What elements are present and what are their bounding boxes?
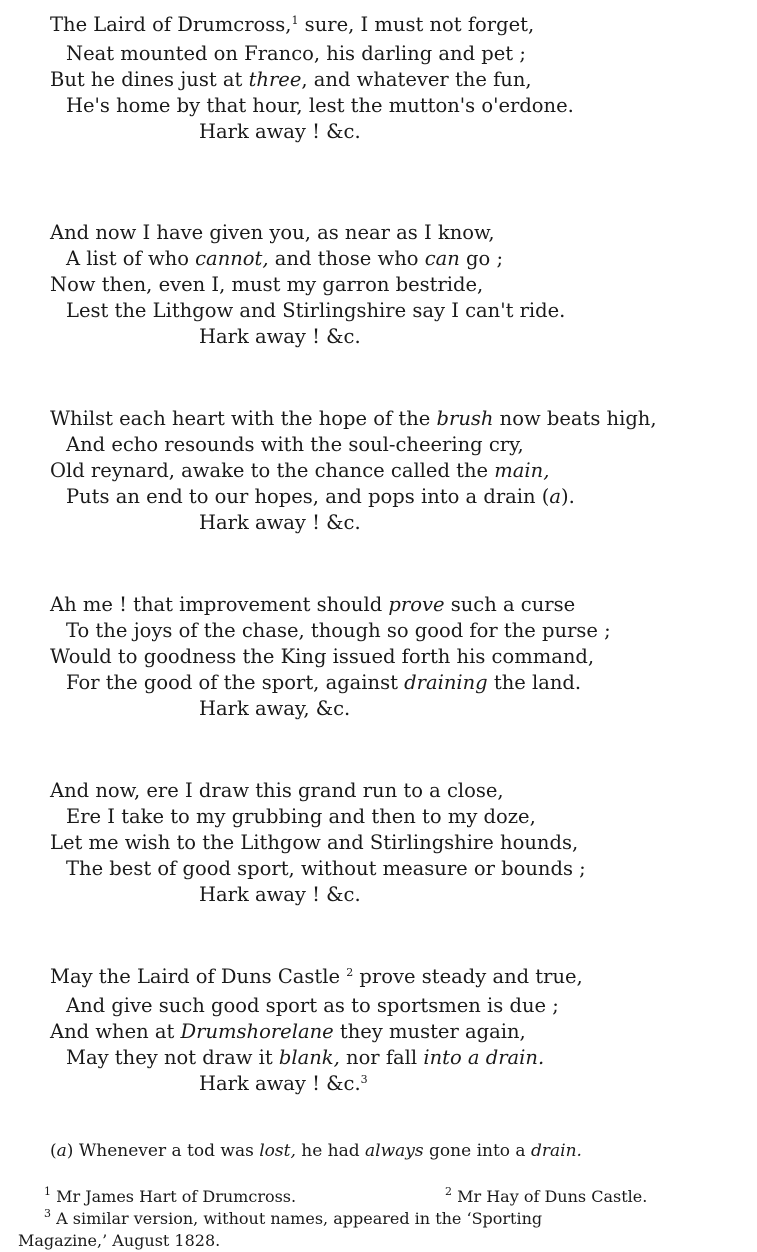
verse-line-text: prove steady and true,	[353, 965, 583, 988]
verse-line-text: And echo resounds with the soul-cheering cry,	[66, 433, 524, 456]
refrain-line	[50, 119, 750, 145]
verse-line	[50, 856, 750, 882]
editorial-note-a	[50, 1140, 582, 1162]
stanza-1	[50, 12, 750, 145]
note-text: drain.	[530, 1141, 582, 1161]
footnote-3-continuation-text: Magazine,’ August 1828.	[18, 1231, 221, 1250]
refrain-text: Hark away ! &c.	[199, 325, 361, 348]
refrain-text: Hark away ! &c.	[199, 1072, 361, 1095]
verse-line-text: sure, I must not forget,	[298, 13, 535, 36]
note-text: gone into a	[423, 1141, 531, 1161]
verse-line-text: draining	[404, 671, 488, 694]
verse-line-text: May the Laird of Duns Castle	[50, 965, 347, 988]
verse-line-text: blank,	[278, 1046, 340, 1069]
verse-line-text: And now, ere I draw this grand run to a close,	[50, 779, 504, 802]
refrain-line	[50, 1071, 750, 1100]
verse-line	[50, 272, 750, 298]
footnote-3-number: 3	[44, 1207, 51, 1220]
verse-line-text: Drumshorelane	[180, 1020, 334, 1043]
refrain-text: Hark away ! &c.	[199, 120, 361, 143]
verse-line-text: The Laird of Drumcross,	[50, 13, 292, 36]
verse-line-text: main,	[494, 459, 550, 482]
footnote-3-text: A similar version, without names, appeared in the ‘Sporting	[56, 1209, 543, 1228]
verse-line-text: To the joys of the chase, though so good for the purse ;	[66, 619, 611, 642]
verse-line-text: three	[248, 68, 302, 91]
verse-line	[50, 484, 750, 510]
note-text: (	[50, 1141, 57, 1161]
verse-line-text: May they not draw it	[66, 1046, 279, 1069]
verse-line-text: The best of good sport, without measure or bounds ;	[66, 857, 586, 880]
verse-line-text: a	[549, 485, 562, 508]
verse-line	[50, 41, 750, 67]
stanza-5	[50, 778, 750, 908]
verse-line	[50, 67, 750, 93]
note-text: he had	[295, 1141, 366, 1161]
stanza-6	[50, 964, 750, 1100]
footnote-3	[44, 1208, 542, 1232]
verse-line-text: And now I have given you, as near as I know,	[50, 221, 495, 244]
verse-line	[50, 298, 750, 324]
verse-line-text: and those who	[268, 247, 425, 270]
refrain-text: Hark away, &c.	[199, 697, 351, 720]
verse-line	[50, 644, 750, 670]
footnote-1-text: Mr James Hart of Drumcross.	[56, 1187, 297, 1206]
verse-line-footnote-ref: 2	[346, 966, 354, 979]
verse-line	[50, 246, 750, 272]
refrain-text: Hark away ! &c.	[199, 883, 361, 906]
verse-line	[50, 778, 750, 804]
verse-line	[50, 830, 750, 856]
verse-line-text: ).	[561, 485, 575, 508]
verse-line-text: Let me wish to the Lithgow and Stirlingshire hounds,	[50, 831, 579, 854]
verse-line-text: And give such good sport as to sportsmen is due ;	[66, 994, 559, 1017]
verse-line-text: into a drain.	[423, 1046, 545, 1069]
verse-line	[50, 1019, 750, 1045]
verse-line-text: Puts an end to our hopes, and pops into a drain (	[66, 485, 550, 508]
verse-line-text: they muster again,	[333, 1020, 526, 1043]
verse-line	[50, 220, 750, 246]
verse-line-text: For the good of the sport, against	[66, 671, 405, 694]
verse-line-text: go ;	[459, 247, 504, 270]
verse-line-text: But he dines just at	[50, 68, 249, 91]
verse-line-text: nor fall	[339, 1046, 424, 1069]
verse-line-text: Ere I take to my grubbing and then to my doze,	[66, 805, 536, 828]
refrain-line	[50, 510, 750, 536]
verse-line	[50, 458, 750, 484]
stanza-2	[50, 220, 750, 350]
verse-line-text: A list of who	[66, 247, 196, 270]
footnote-1-number: 1	[44, 1185, 51, 1198]
footnote-3-continuation	[18, 1230, 220, 1252]
refrain-line	[50, 324, 750, 350]
footnote-2	[445, 1186, 647, 1210]
verse-line-text: Whilst each heart with the hope of the	[50, 407, 437, 430]
refrain-line	[50, 882, 750, 908]
verse-line	[50, 592, 750, 618]
footnote-2-text: Mr Hay of Duns Castle.	[457, 1187, 648, 1206]
refrain-footnote-ref: 3	[360, 1073, 368, 1086]
verse-line	[50, 670, 750, 696]
verse-line-text: Ah me ! that improvement should	[50, 593, 389, 616]
verse-line	[50, 1045, 750, 1071]
verse-line	[50, 804, 750, 830]
verse-line-text: Would to goodness the King issued forth his command,	[50, 645, 595, 668]
verse-line	[50, 93, 750, 119]
verse-line-text: cannot,	[195, 247, 269, 270]
verse-line-text: Lest the Lithgow and Stirlingshire say I can't ride.	[66, 299, 566, 322]
note-text: a	[56, 1141, 67, 1161]
footnote-2-number: 2	[445, 1185, 452, 1198]
refrain-line	[50, 696, 750, 722]
verse-line-text: And when at	[50, 1020, 181, 1043]
verse-line-text: Old reynard, awake to the chance called the	[50, 459, 495, 482]
verse-line	[50, 993, 750, 1019]
note-text: ) Whenever a tod was	[66, 1141, 260, 1161]
verse-line	[50, 432, 750, 458]
stanza-3	[50, 406, 750, 536]
verse-line	[50, 964, 750, 993]
verse-line-text: the land.	[487, 671, 582, 694]
footnote-1	[44, 1186, 296, 1210]
verse-line-text: brush	[436, 407, 494, 430]
verse-line-text: such a curse	[444, 593, 576, 616]
verse-line-text: , and whatever the fun,	[301, 68, 532, 91]
verse-line-text: He's home by that hour, lest the mutton's o'erdone.	[66, 94, 574, 117]
note-text: always	[365, 1141, 424, 1161]
verse-line	[50, 12, 750, 41]
stanza-4	[50, 592, 750, 722]
verse-line-footnote-ref: 1	[291, 14, 299, 27]
verse-line	[50, 406, 750, 432]
verse-line	[50, 618, 750, 644]
verse-line-text: can	[424, 247, 460, 270]
verse-line-text: Now then, even I, must my garron bestride,	[50, 273, 484, 296]
verse-line-text: prove	[388, 593, 445, 616]
note-text: lost,	[259, 1141, 296, 1161]
refrain-text: Hark away ! &c.	[199, 511, 361, 534]
verse-line-text: now beats high,	[493, 407, 657, 430]
verse-line-text: Neat mounted on Franco, his darling and pet ;	[66, 42, 526, 65]
